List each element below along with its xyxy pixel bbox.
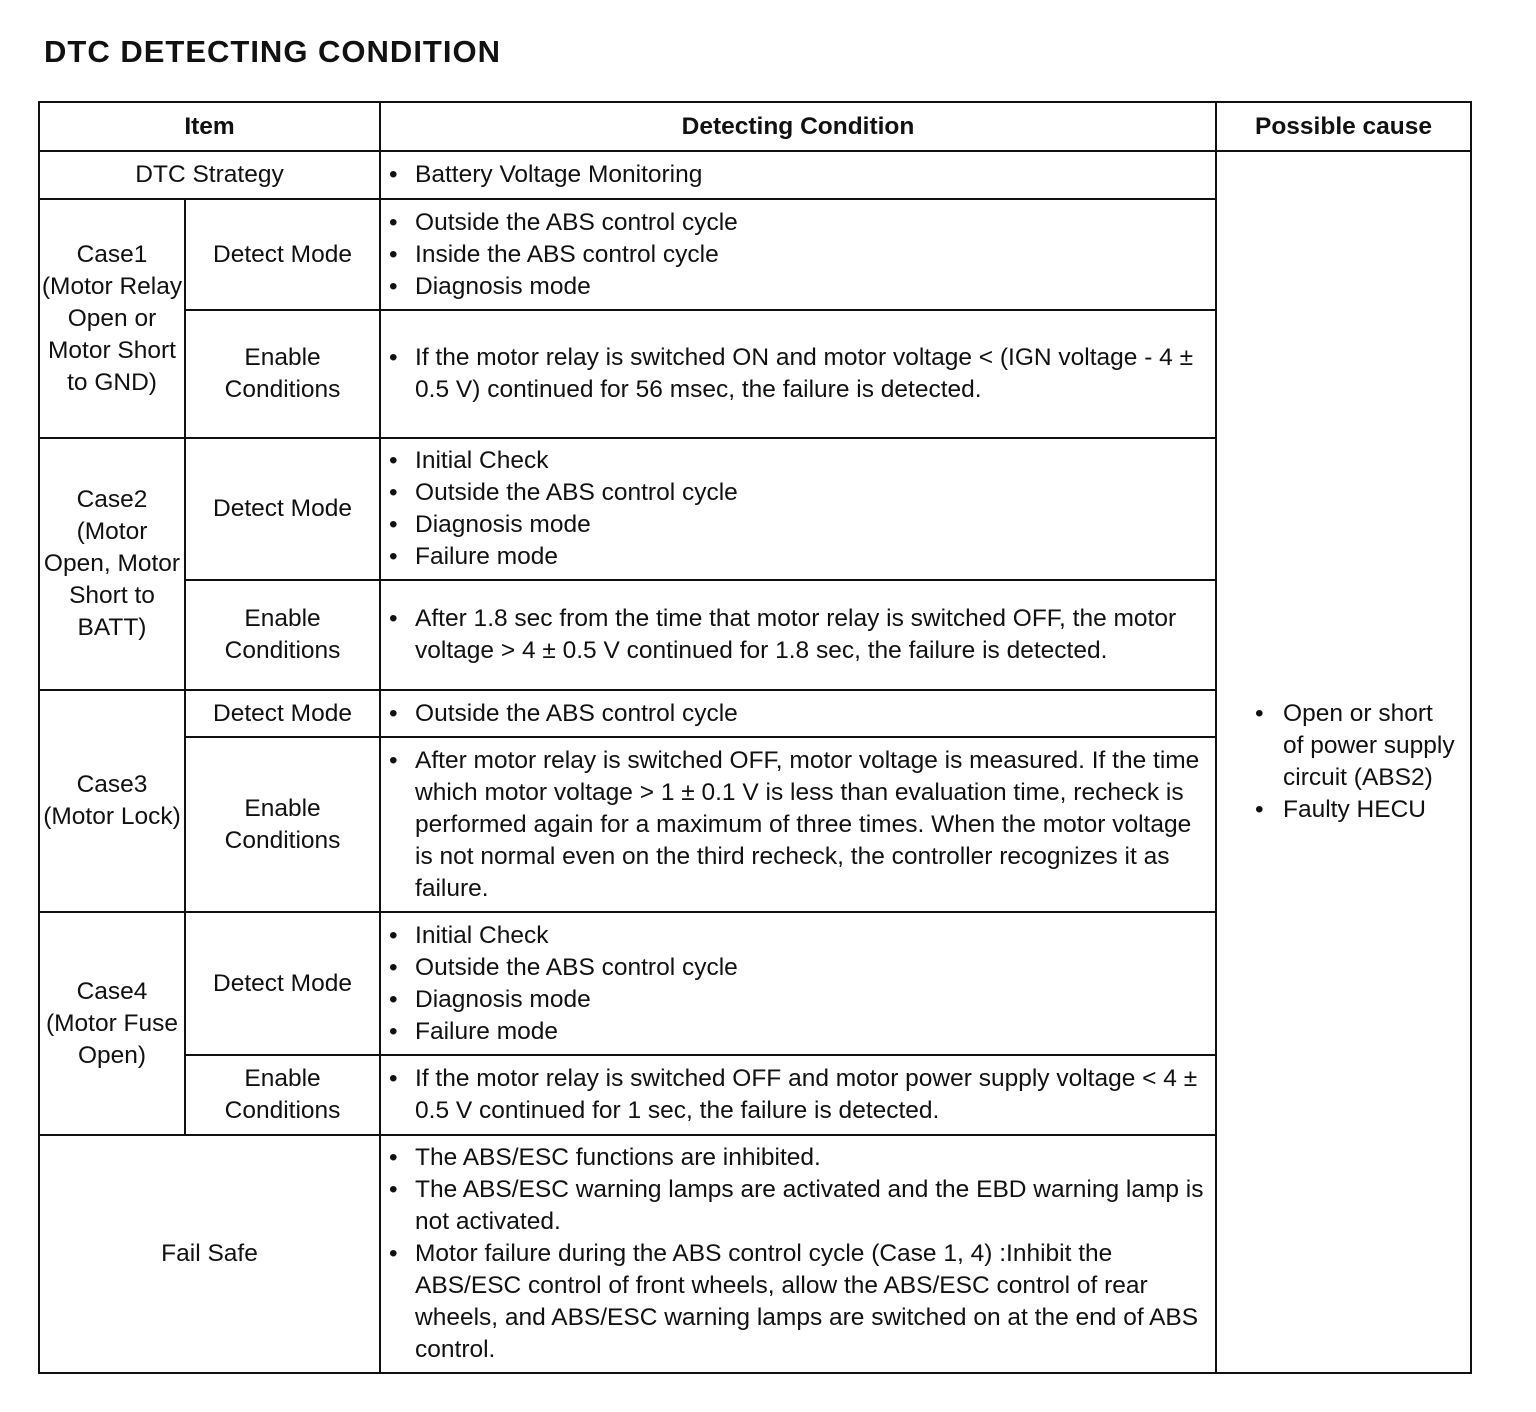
table-header-row — [39, 102, 1471, 151]
list-item: • Open or short of power supply circuit (ABS2) — [1283, 698, 1458, 794]
list-item: • Battery Voltage Monitoring — [415, 159, 1207, 191]
failsafe-label: Fail Safe — [39, 1135, 380, 1373]
enable-condition — [380, 310, 1216, 438]
dtc-condition-table — [38, 101, 1472, 1374]
strategy-label: DTC Strategy — [39, 151, 380, 199]
list-item: • Diagnosis mode — [415, 271, 1207, 303]
mode-label: Detect Mode — [185, 199, 380, 310]
header-possible-cause: Possible cause — [1216, 102, 1471, 151]
case-label: Case3 (Motor Lock) — [39, 690, 185, 912]
detect-condition — [380, 438, 1216, 580]
mode-label: Enable Conditions — [185, 580, 380, 690]
list-item: • Faulty HECU — [1283, 794, 1458, 826]
header-detecting-condition: Detecting Condition — [380, 102, 1216, 151]
list-item: • If the motor relay is switched OFF and motor power supply voltage < 4 ± 0.5 V continued for 1 sec, the failure is detected. — [415, 1063, 1207, 1127]
list-item: • Outside the ABS control cycle — [415, 952, 1207, 984]
detect-condition — [380, 199, 1216, 310]
enable-condition — [380, 1055, 1216, 1135]
list-item: • Failure mode — [415, 541, 1207, 573]
page-title: DTC DETECTING CONDITION — [44, 34, 501, 69]
mode-label: Detect Mode — [185, 690, 380, 737]
mode-label: Enable Conditions — [185, 737, 380, 912]
mode-label: Enable Conditions — [185, 310, 380, 438]
table-row — [39, 151, 1471, 199]
mode-label: Detect Mode — [185, 912, 380, 1055]
header-item: Item — [39, 102, 380, 151]
list-item: • Diagnosis mode — [415, 984, 1207, 1016]
list-item: • After motor relay is switched OFF, motor voltage is measured. If the time which motor voltage > 1 ± 0.1 V is less than evaluation time, recheck is performed again for a maximum of three times. When the motor voltage is not normal even on the third recheck, the controller recognizes it as failure. — [415, 745, 1207, 905]
list-item: • Inside the ABS control cycle — [415, 239, 1207, 271]
list-item: • Outside the ABS control cycle — [415, 207, 1207, 239]
list-item: • The ABS/ESC warning lamps are activated and the EBD warning lamp is not activated. — [415, 1174, 1207, 1238]
mode-label: Detect Mode — [185, 438, 380, 580]
enable-condition — [380, 580, 1216, 690]
failsafe-condition — [380, 1135, 1216, 1373]
possible-cause-cell — [1216, 151, 1471, 1373]
list-item: • Initial Check — [415, 920, 1207, 952]
list-item: • Outside the ABS control cycle — [415, 698, 1207, 730]
detect-condition — [380, 912, 1216, 1055]
list-item: • Initial Check — [415, 445, 1207, 477]
enable-condition — [380, 737, 1216, 912]
case-label: Case1 (Motor Relay Open or Motor Short to GND) — [39, 199, 185, 438]
list-item: • Outside the ABS control cycle — [415, 477, 1207, 509]
list-item: • After 1.8 sec from the time that motor relay is switched OFF, the motor voltage > 4 ± 0.5 V continued for 1.8 sec, the failure is detected. — [415, 603, 1207, 667]
list-item: • If the motor relay is switched ON and motor voltage < (IGN voltage - 4 ± 0.5 V) continued for 56 msec, the failure is detected. — [415, 342, 1207, 406]
case-label: Case4 (Motor Fuse Open) — [39, 912, 185, 1135]
strategy-condition — [380, 151, 1216, 199]
case-label: Case2 (Motor Open, Motor Short to BATT) — [39, 438, 185, 690]
list-item: • Motor failure during the ABS control cycle (Case 1, 4) :Inhibit the ABS/ESC control of front wheels, allow the ABS/ESC control of rear wheels, and ABS/ESC warning lamps are switched on at the end of ABS control. — [415, 1238, 1207, 1366]
detect-condition — [380, 690, 1216, 737]
list-item: • Diagnosis mode — [415, 509, 1207, 541]
list-item: • Failure mode — [415, 1016, 1207, 1048]
mode-label: Enable Conditions — [185, 1055, 380, 1135]
list-item: • The ABS/ESC functions are inhibited. — [415, 1142, 1207, 1174]
